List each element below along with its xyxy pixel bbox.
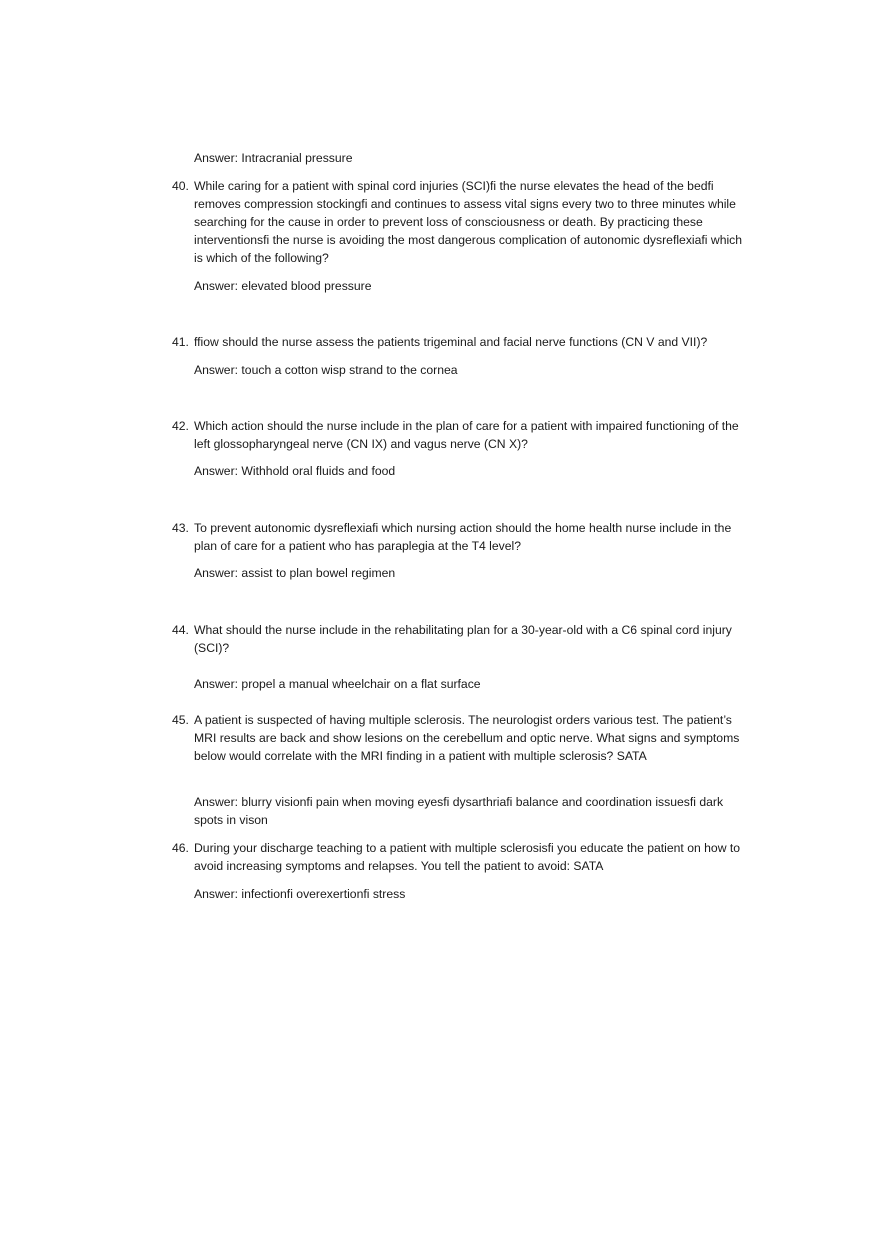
question-42 [172,417,744,453]
question-43 [172,519,744,555]
question-number: 40. [172,179,189,193]
question-text: A patient is suspected of having multiple sclerosis. The neurologist orders various test. The patient’s MRI results are back and show lesions on the cerebellum and optic nerve. What signs and symptoms below would correlate with the MRI finding in a patient with multiple sclerosis? SATA [194,713,740,763]
question-text: To prevent autonomic dysreflexiafi which nursing action should the home health nurse include in the plan of care for a patient who has paraplegia at the T4 level? [194,521,732,553]
question-44 [172,621,744,657]
question-40 [172,177,744,267]
answer-40: Answer: elevated blood pressure [194,279,372,293]
answer-44: Answer: propel a manual wheelchair on a flat surface [194,677,481,691]
question-text: What should the nurse include in the rehabilitating plan for a 30-year-old with a C6 spinal cord injury (SCI)? [194,623,732,655]
intro-answer: Answer: Intracranial pressure [194,151,353,165]
question-46 [172,839,744,875]
question-number: 45. [172,713,189,727]
answer-45: Answer: blurry visionfi pain when moving eyesfi dysarthriafi balance and coordination issuesfi dark spots in vison [194,795,724,827]
question-45 [172,711,744,765]
answer-42: Answer: Withhold oral fluids and food [194,464,396,478]
question-number: 46. [172,841,189,855]
question-41 [172,333,744,351]
question-number: 41. [172,335,189,349]
answer-43: Answer: assist to plan bowel regimen [194,566,396,580]
question-text: ffiow should the nurse assess the patients trigeminal and facial nerve functions (CN V and VII)? [194,335,708,349]
question-number: 42. [172,419,189,433]
question-text: During your discharge teaching to a patient with multiple sclerosisfi you educate the patient on how to avoid increasing symptoms and relapses. You tell the patient to avoid: SATA [194,841,741,873]
question-number: 44. [172,623,189,637]
question-number: 43. [172,521,189,535]
question-text: While caring for a patient with spinal cord injuries (SCI)fi the nurse elevates the head of the bedfi removes compression stockingfi and continues to assess vital signs every two to three minutes while searching for the cause in order to prevent loss of consciousness or death. By practicing these interventionsfi the nurse is avoiding the most dangerous complication of autonomic dysreflexiafi which is which of the following? [194,179,743,265]
answer-41: Answer: touch a cotton wisp strand to the cornea [194,363,458,377]
answer-46: Answer: infectionfi overexertionfi stress [194,887,406,901]
question-text: Which action should the nurse include in the plan of care for a patient with impaired functioning of the left glossopharyngeal nerve (CN IX) and vagus nerve (CN X)? [194,419,739,451]
